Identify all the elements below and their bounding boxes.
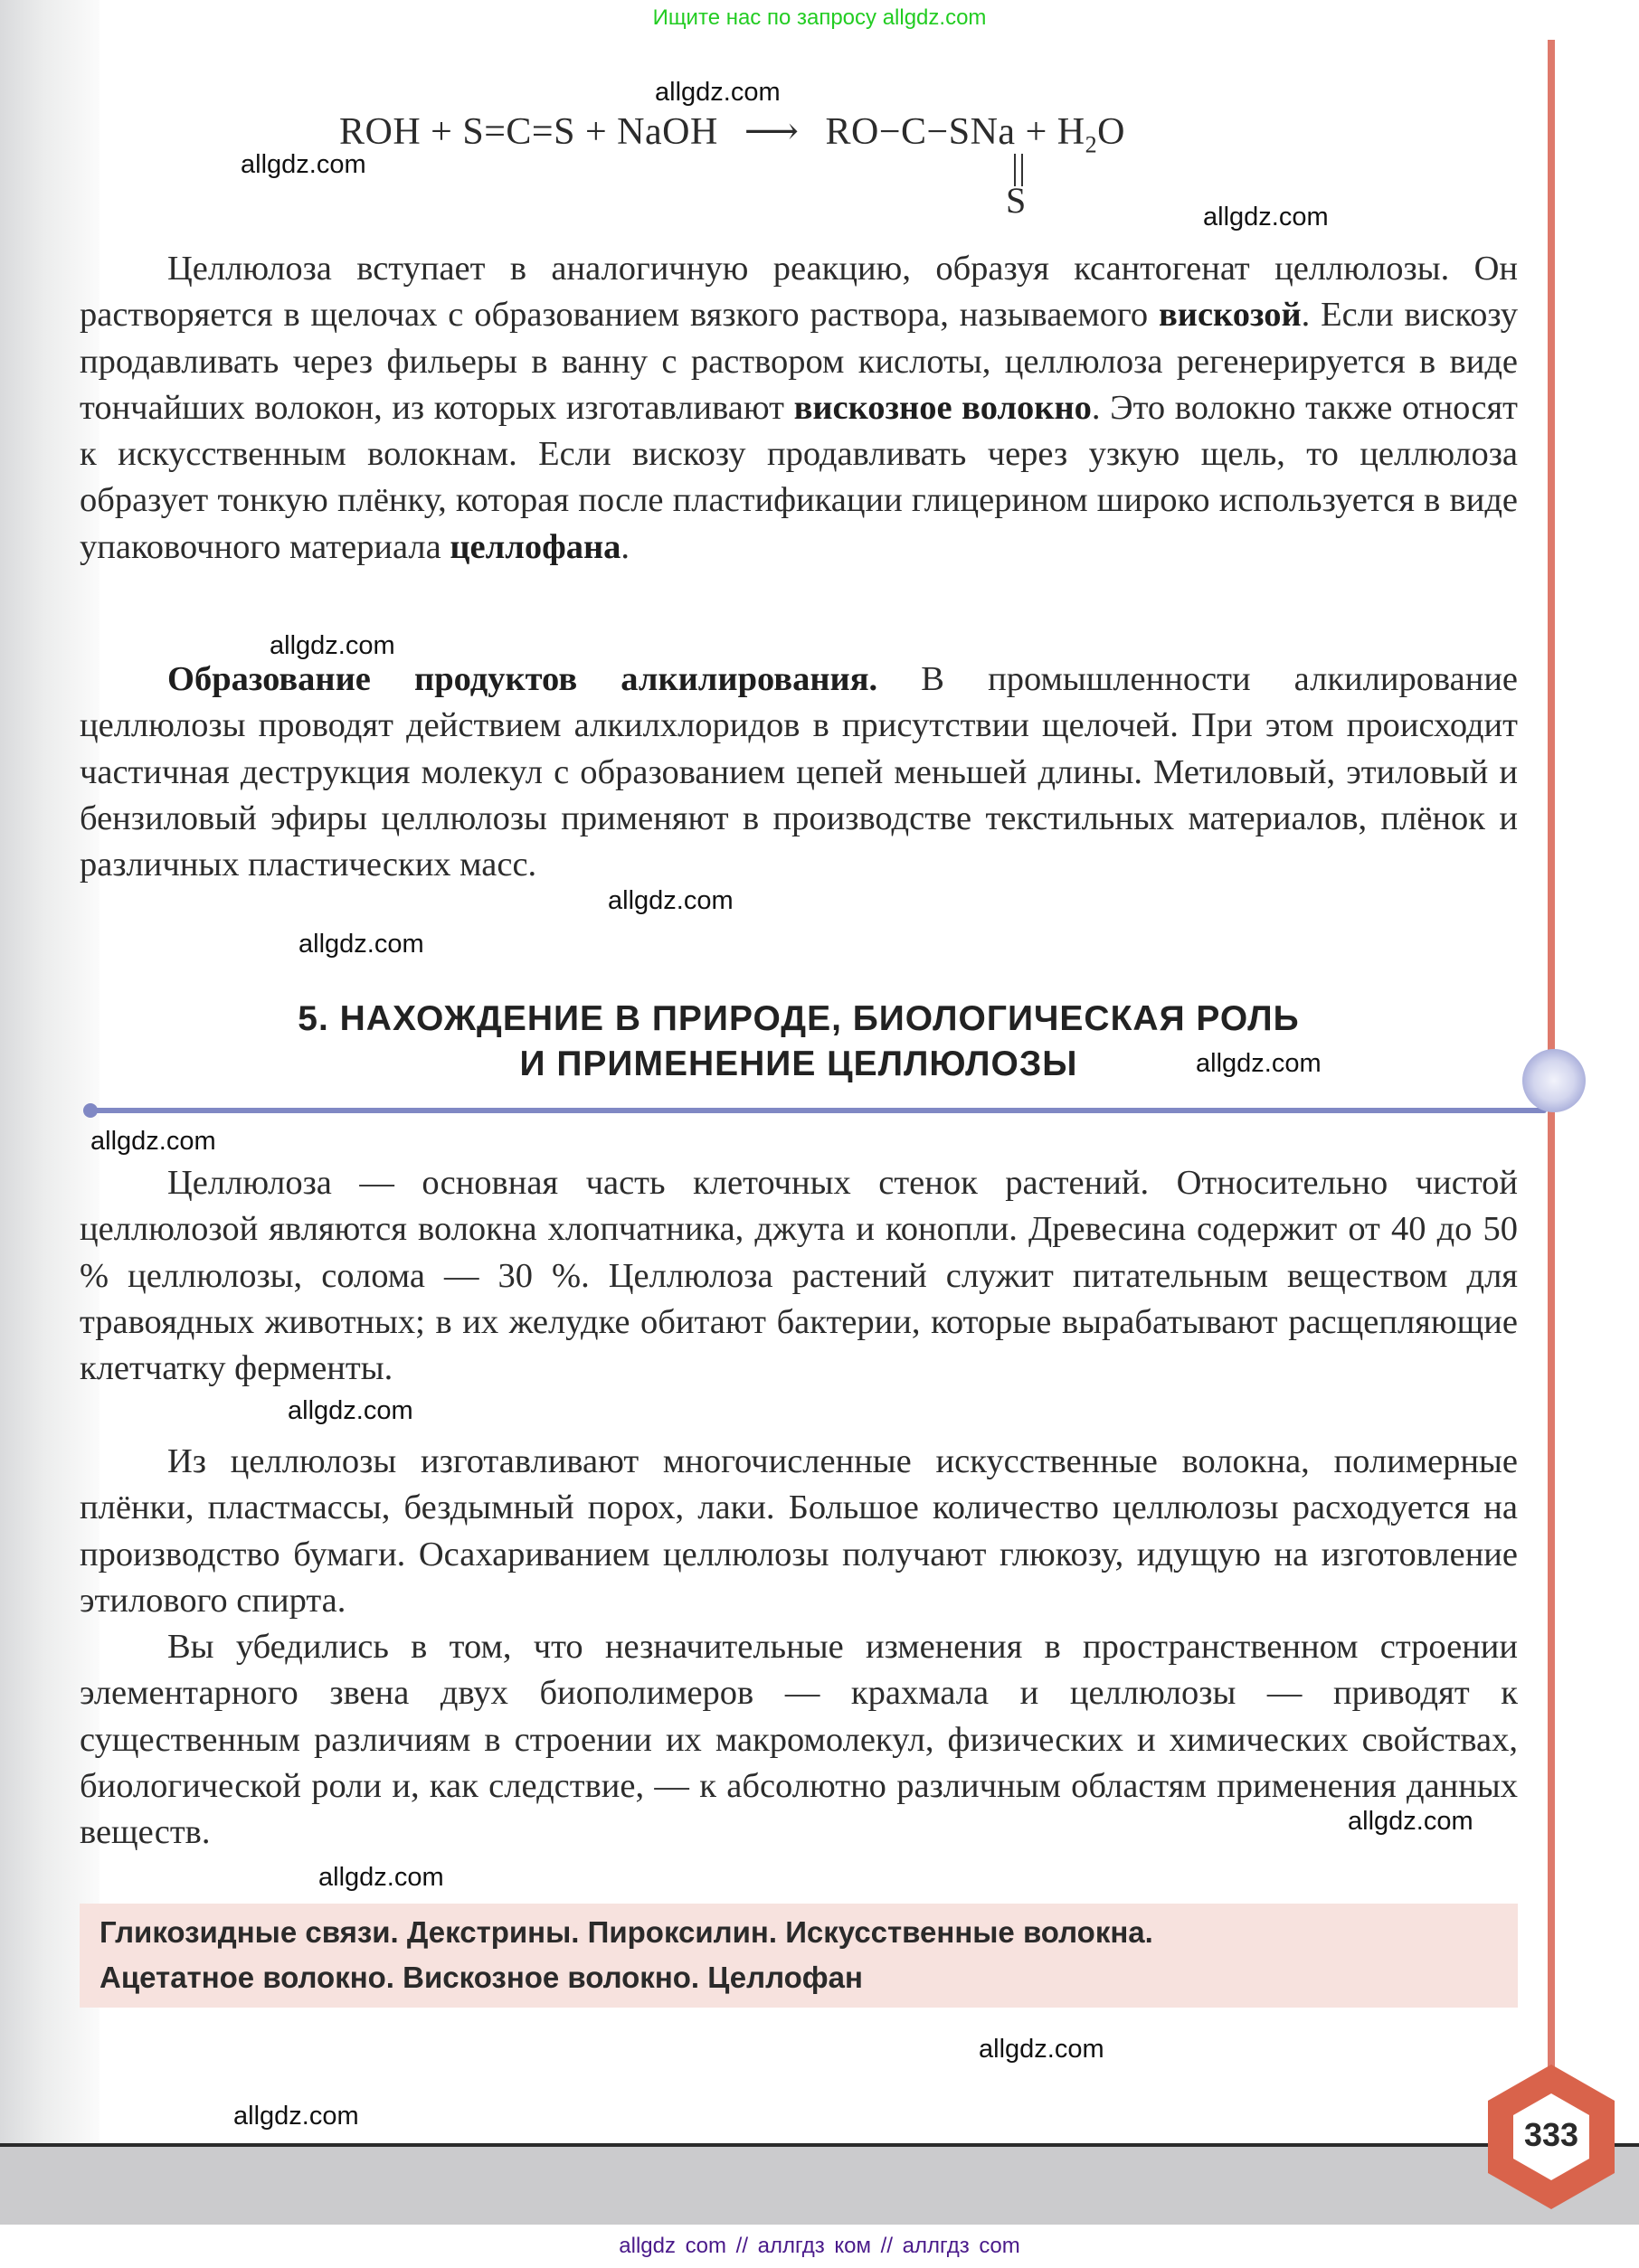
watermark: allgdz.com [241, 150, 366, 179]
divider-endpoint-icon [83, 1103, 98, 1118]
alkylation-subheading: Образование продуктов алкилирования. [167, 660, 878, 698]
equation-subscript: 2 [1085, 131, 1098, 158]
watermark: allgdz.com [979, 2035, 1104, 2064]
section-divider [89, 1108, 1547, 1113]
equation-substituent: S [1006, 180, 1027, 221]
watermark: allgdz.com [298, 930, 424, 959]
watermark: allgdz.com [1348, 1807, 1473, 1836]
watermark: allgdz.com [1203, 203, 1329, 232]
paragraph-xanthate: Целлюлоза вступает в аналогичную реакцию, образуя ксантогенат целлюлозы. Он растворяется в щелочах с образованием вязкого раствора, называемого вискозой. Если вискозу продавливать через фильеры в ванну с раствором кислоты, целлюлоза регенерируется в виде тончайших волокон, из которых изготавливают вискозное волокно. Это волокно также относят к искусственным волокнам. Если вискозу продавливать через узкую щель, то целлюлоза образует тонкую плёнку, которая после пластификации глицерином широко используется в виде упаковочного материала целлофана. [80, 250, 1518, 566]
term-cellophane: целлофана [450, 527, 621, 566]
paragraph-nature: Целлюлоза — основная часть клеточных стенок растений. Относительно чистой целлюлозой являются волокна хлопчатника, джута и конопли. Древесина содержит от 40 до 50 % целлюлозы, солома — 30 %. Целлюлоза растений служит питательным веществом для травоядных животных; в их желудке обитают бактерии, которые вырабатывают расщепляющие клетчатку ферменты. [80, 1164, 1518, 1388]
watermark: allgdz.com [318, 1863, 444, 1892]
keywords-list [99, 1910, 1511, 2000]
bottom-watermark-banner: allgdz com // аллгдз ком // аллгдз com [619, 2234, 1020, 2258]
section-heading-line1: 5. НАХОЖДЕНИЕ В ПРИРОДЕ, БИОЛОГИЧЕСКАЯ РОЛЬ [298, 999, 1300, 1038]
watermark: allgdz.com [608, 886, 734, 915]
watermark: allgdz.com [270, 631, 395, 660]
watermark: allgdz.com [655, 78, 781, 107]
top-watermark-banner: Ищите нас по запросу allgdz.com [652, 5, 987, 30]
sphere-ornament-icon [1522, 1049, 1586, 1112]
watermark: allgdz.com [1196, 1049, 1322, 1078]
paragraph-alkylation: Образование продуктов алкилирования. В промышленности алкилирование целлюлозы проводят действием алкилхлоридов в присутствии щелочей. При этом происходит частичная деструкция молекул с образованием цепей меньшей длины. Метиловый, этиловый и бензиловый эфиры целлюлозы применяют в производстве текстильных материалов, плёнок и различных пластических масс. [80, 660, 1519, 884]
paragraph-uses: Из целлюлозы изготавливают многочисленные искусственные волокна, полимерные плёнки, пластмассы, бездымный порох, лаки. Большое количество целлюлозы расходуется на производство бумаги. Осахариванием целлюлозы получают глюкозу, идущую на изготовление этилового спирта. [80, 1442, 1518, 1620]
watermark: allgdz.com [288, 1396, 413, 1425]
paragraph-conclusion: Вы убедились в том, что незначительные изменения в пространственном строении элементарного звена двух биополимеров — крахмала и целлюлозы — приводят к существенным различиям в строении их макромолекул, физических и химических свойствах, биологической роли и, как следствие, — к абсолютно различным областям применения данных веществ. [80, 1628, 1518, 1852]
footer-band [0, 2147, 1639, 2225]
equation-reactants: ROH + S=C=S + NaOH [339, 111, 718, 153]
reaction-arrow-icon: ⟶ [744, 111, 800, 153]
equation-tail: O [1097, 111, 1125, 153]
watermark: allgdz.com [90, 1127, 216, 1156]
watermark: allgdz.com [233, 2102, 359, 2131]
keywords-line2: Ацетатное волокно. Вискозное волокно. Целлофан [99, 1961, 863, 1994]
keywords-line1: Гликозидные связи. Декстрины. Пироксилин. Искусственные волокна. [99, 1915, 1153, 1949]
term-viscose: вискозой [1158, 296, 1302, 335]
section-heading-line2: И ПРИМЕНЕНИЕ ЦЕЛЛЮЛОЗЫ [519, 1044, 1078, 1083]
term-viscose-fiber: вискозное волокно [793, 388, 1092, 427]
xanthate-equation [339, 109, 1125, 158]
page-number: 333 [1523, 2116, 1579, 2153]
equation-product: RO−C−SNa + H [825, 111, 1085, 153]
